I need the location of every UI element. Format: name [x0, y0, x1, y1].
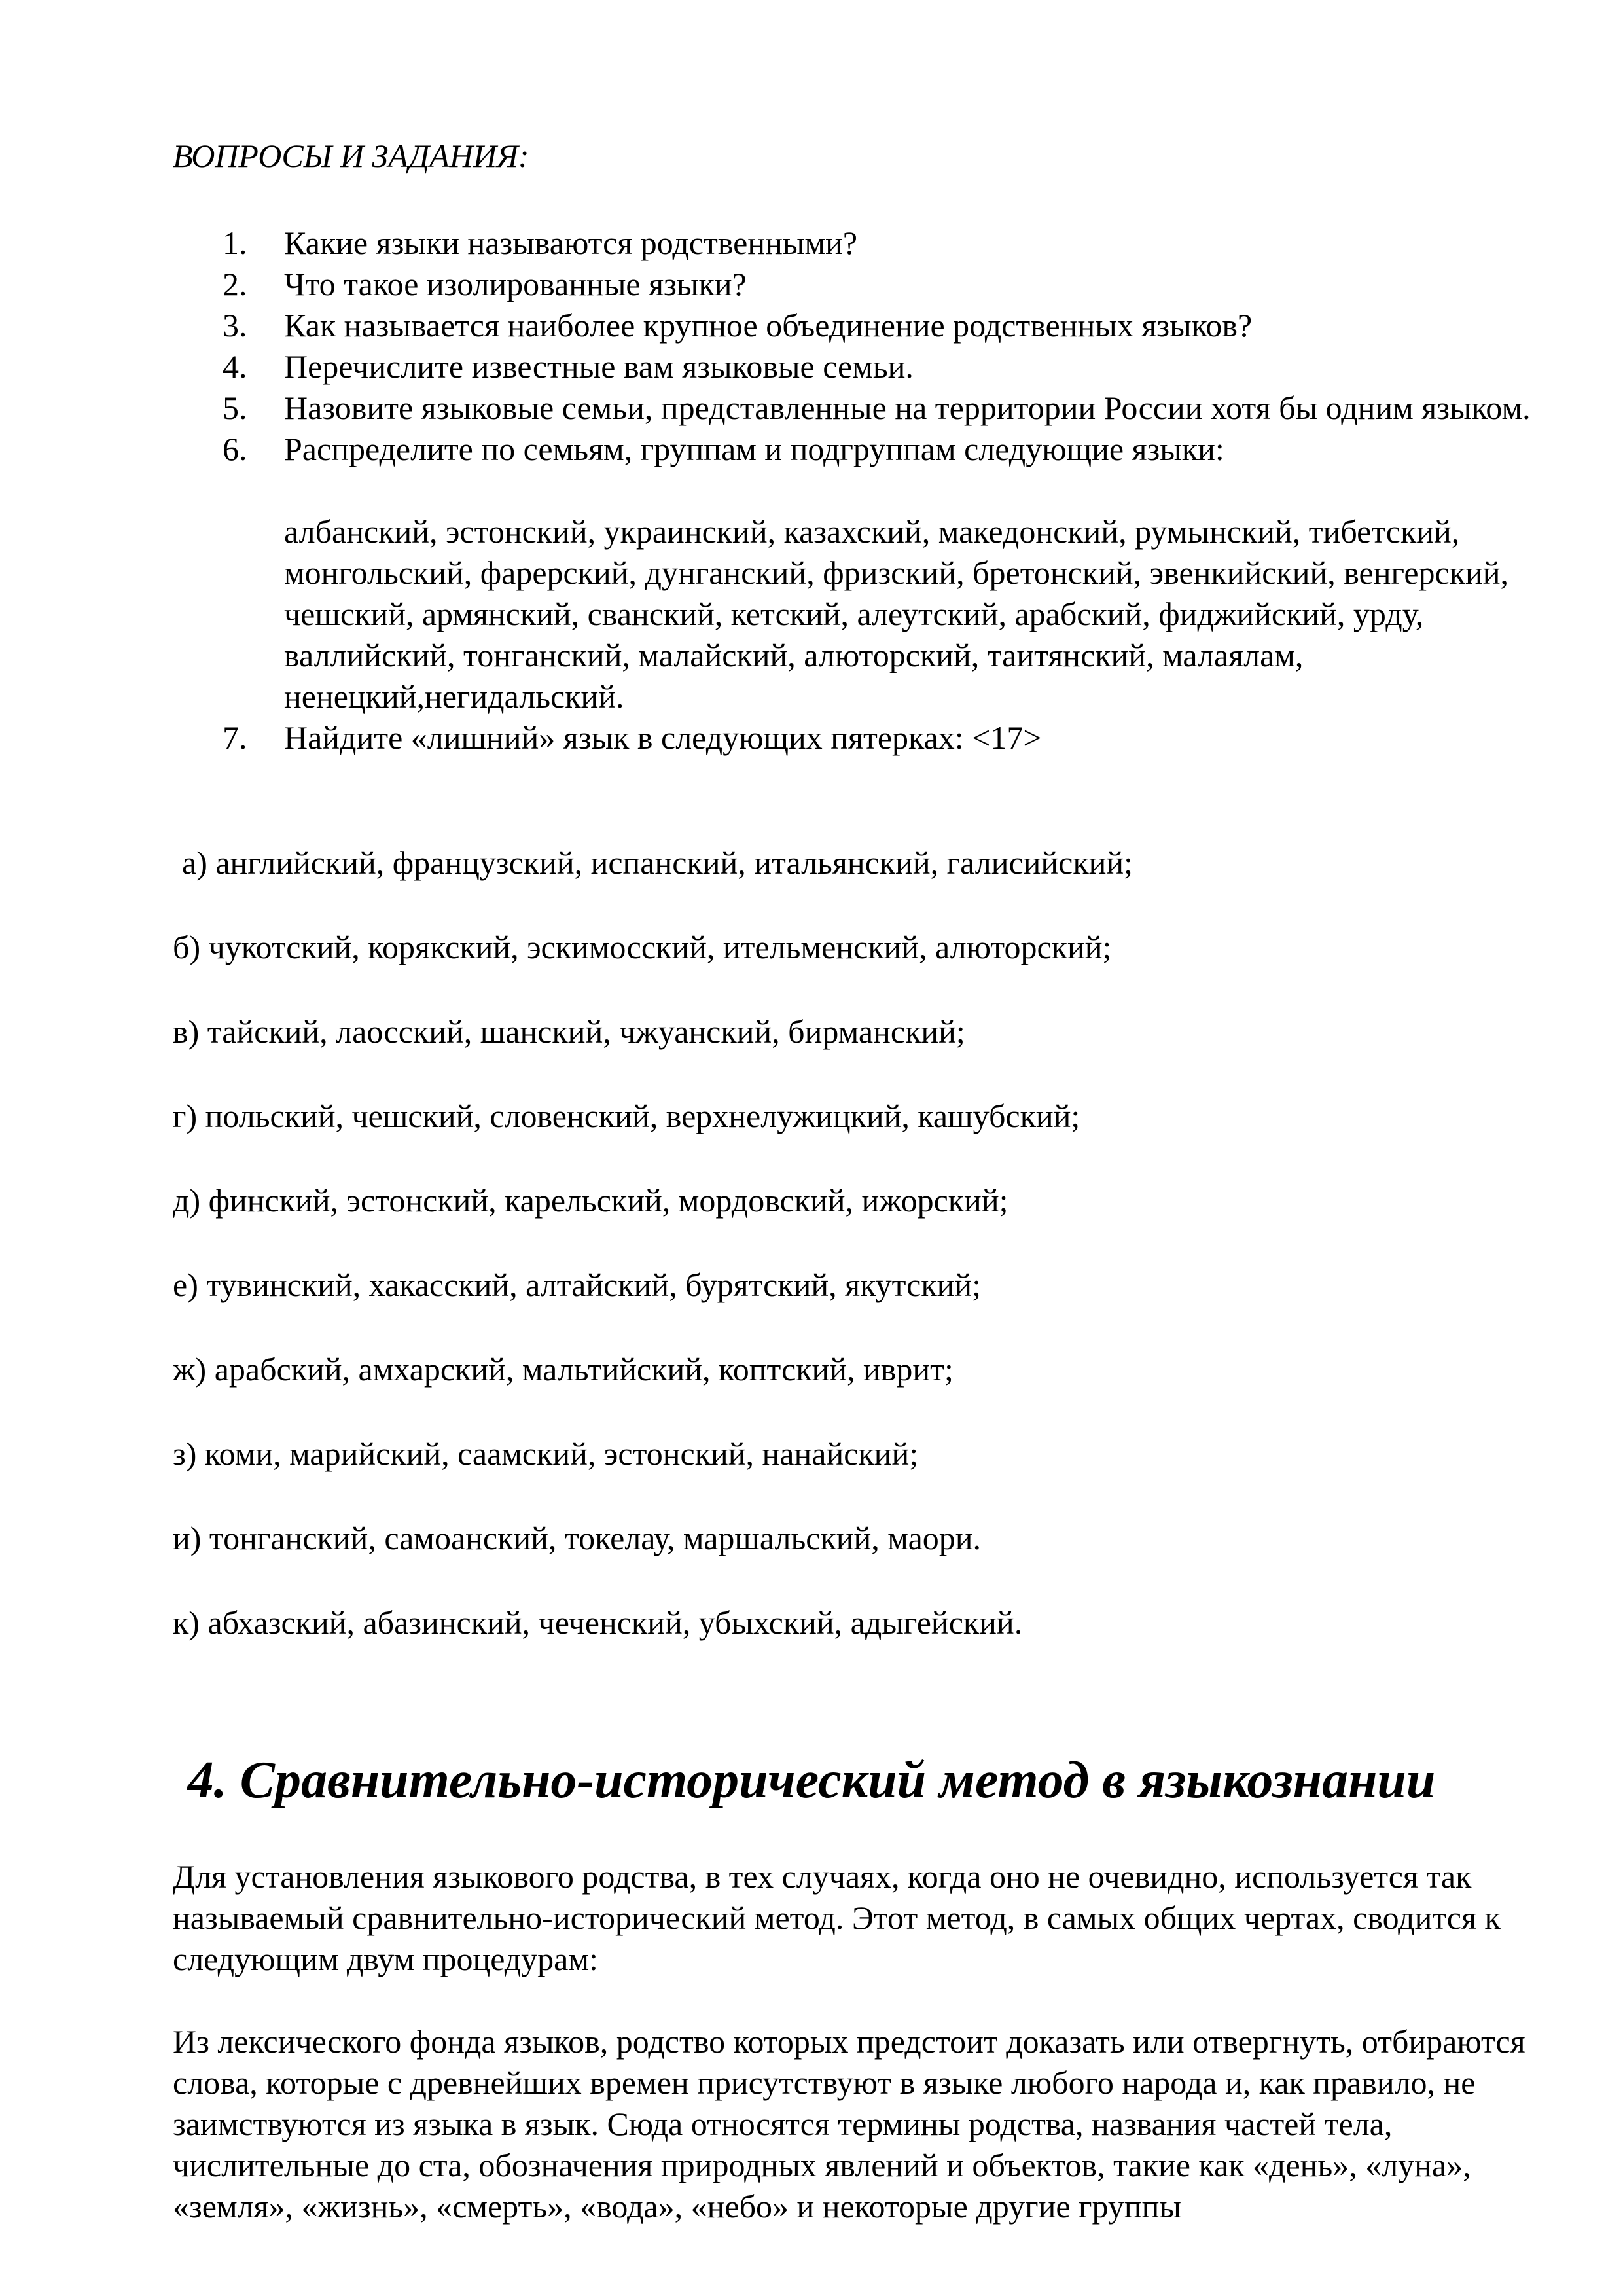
question-number: 4.: [223, 348, 247, 385]
language-set-item: к) абхазский, абазинский, чеченский, убыхский, адыгейский.: [173, 1604, 1023, 1641]
language-set-item: д) финский, эстонский, карельский, мордовский, ижорский;: [173, 1182, 1008, 1219]
question-item: [0, 264, 1560, 305]
language-set-item: а) английский, французский, испанский, итальянский, галисийский;: [182, 844, 1133, 881]
language-set-item: ж) арабский, амхарский, мальтийский, коптский, иврит;: [173, 1351, 954, 1388]
question-item: [0, 346, 1560, 387]
language-sets: [173, 842, 1547, 1687]
question-item: [0, 223, 1560, 264]
language-set-item: б) чукотский, корякский, эскимосский, ительменский, алюторский;: [173, 929, 1112, 965]
language-set-item: и) тонганский, самоанский, токелау, маршальский, маори.: [173, 1520, 982, 1556]
question-text: Назовите языковые семьи, представленные на территории России хотя бы одним языком.: [284, 389, 1531, 426]
question-number: 2.: [223, 266, 247, 302]
question-text: Перечислите известные вам языковые семьи.: [284, 348, 914, 385]
chapter-title: 4. Сравнительно-исторический метод в языкознании: [187, 1751, 1436, 1809]
question-item: [0, 429, 1560, 717]
questions-list: [0, 223, 1623, 759]
question-item: [0, 305, 1560, 346]
question-text: Найдите «лишний» язык в следующих пятерках: <17>: [284, 719, 1042, 756]
language-list: албанский, эстонский, украинский, казахский, македонский, румынский, тибетский, монгольский, фарерский, дунганский, фризский, бретонский, эвенкийский, венгерский, чешский, армянский, сванский, кетский, алеутский, арабский, фиджийский, урду, валлийский, тонганский, малайский, алюторский, таитянский, малаялам, ненецкий,негидальский.: [284, 513, 1509, 715]
question-text: Распределите по семьям, группам и подгруппам следующие языки:: [284, 431, 1224, 467]
question-number: 5.: [223, 389, 247, 426]
question-number: 3.: [223, 307, 247, 344]
question-text: Какие языки называются родственными?: [284, 224, 858, 261]
body-paragraph: Для установления языкового родства, в тех случаях, когда оно не очевидно, используется так называемый сравнительно-исторический метод. Этот метод, в самых общих чертах, сводится к следующим двум процедурам:: [173, 1858, 1501, 1977]
language-set-item: в) тайский, лаосский, шанский, чжуанский, бирманский;: [173, 1013, 965, 1050]
question-number: 7.: [223, 719, 247, 756]
body-paragraph: Из лексического фонда языков, родство которых предстоит доказать или отвергнуть, отбираются слова, которые с древнейших времен присутствуют в языке любого народа и, как правило, не заимствуются из языка в язык. Сюда относятся термины родства, названия частей тела, числительные до ста, обозначения природных явлений и объектов, такие как «день», «луна», «земля», «жизнь», «смерть», «вода», «небо» и некоторые другие группы: [173, 2023, 1525, 2225]
question-number: 1.: [223, 224, 247, 261]
section-heading: ВОПРОСЫ И ЗАДАНИЯ:: [173, 137, 529, 174]
question-item: [0, 387, 1560, 429]
question-number: 6.: [223, 431, 247, 467]
language-set-item: з) коми, марийский, саамский, эстонский, нанайский;: [173, 1435, 919, 1472]
question-text: Что такое изолированные языки?: [284, 266, 747, 302]
language-set-item: е) тувинский, хакасский, алтайский, бурятский, якутский;: [173, 1266, 982, 1303]
question-text: Как называется наиболее крупное объединение родственных языков?: [284, 307, 1253, 344]
question-item: [0, 717, 1560, 759]
language-set-item: г) польский, чешский, словенский, верхнелужицкий, кашубский;: [173, 1098, 1080, 1134]
